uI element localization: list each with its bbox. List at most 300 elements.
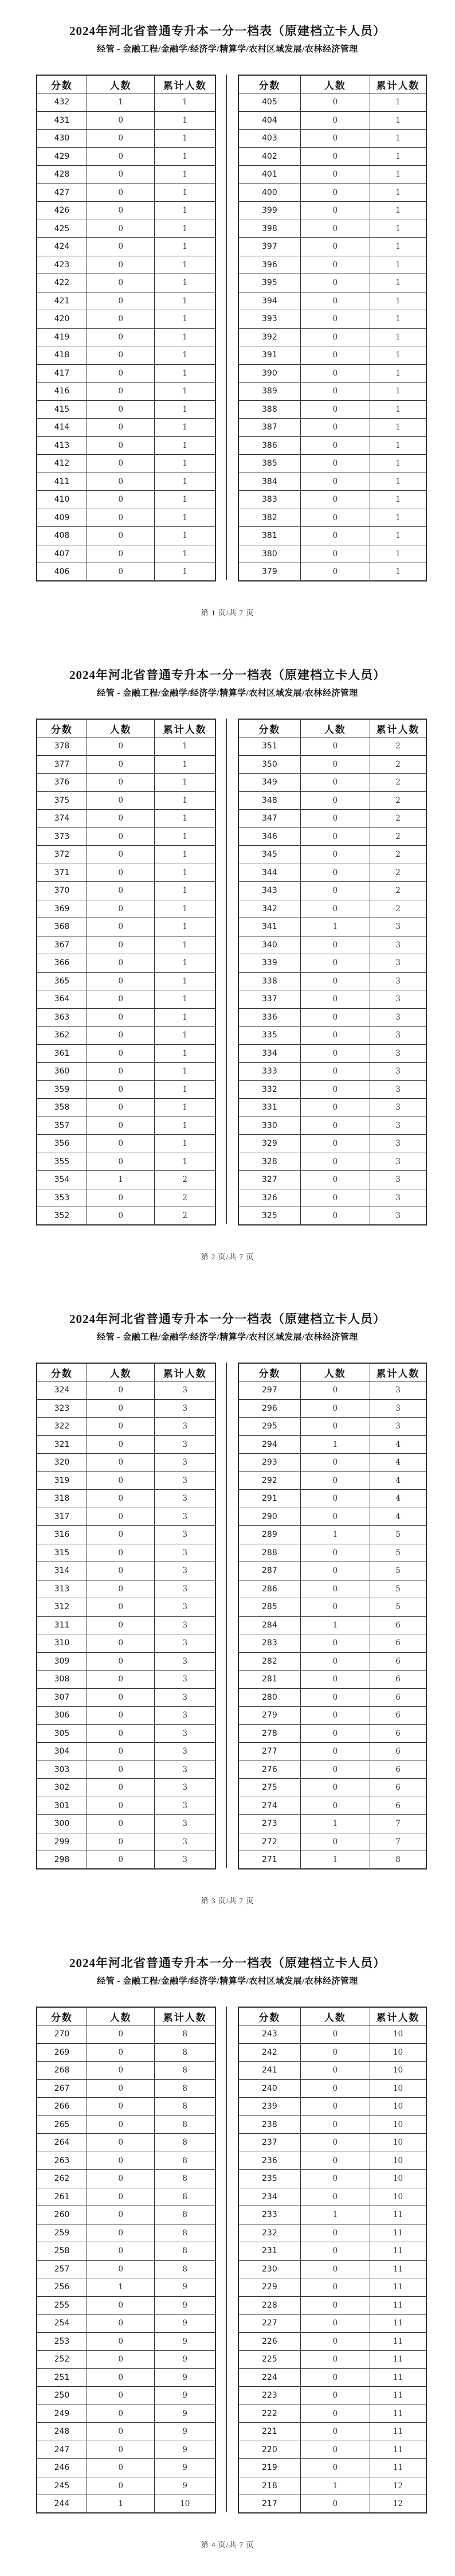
cumulative-cell: 5 bbox=[370, 1562, 426, 1580]
score-cell: 356 bbox=[37, 1135, 87, 1153]
count-cell: 0 bbox=[87, 147, 155, 166]
header-row bbox=[37, 1363, 215, 1381]
score-cell: 315 bbox=[37, 1544, 87, 1562]
table-row bbox=[37, 1008, 215, 1027]
cumulative-cell: 1 bbox=[155, 954, 215, 973]
score-cell: 306 bbox=[37, 1707, 87, 1725]
score-cell: 339 bbox=[238, 954, 300, 973]
cumulative-cell: 1 bbox=[155, 1135, 215, 1153]
cumulative-cell: 4 bbox=[370, 1472, 426, 1490]
score-cell: 387 bbox=[238, 419, 300, 437]
score-cell: 258 bbox=[37, 2242, 87, 2261]
score-cell: 313 bbox=[37, 1580, 87, 1598]
table-row bbox=[238, 1008, 426, 1027]
cumulative-cell: 3 bbox=[155, 1490, 215, 1508]
score-cell: 241 bbox=[238, 2062, 300, 2080]
cumulative-cell: 1 bbox=[155, 491, 215, 509]
count-cell: 0 bbox=[300, 972, 370, 990]
table-row bbox=[37, 2062, 215, 2080]
score-cell: 240 bbox=[238, 2079, 300, 2098]
table-row bbox=[37, 346, 215, 365]
score-table-right bbox=[238, 719, 427, 1225]
table-row bbox=[238, 1381, 426, 1400]
table-row bbox=[37, 1707, 215, 1725]
cumulative-cell: 1 bbox=[155, 1080, 215, 1099]
count-cell: 0 bbox=[300, 2459, 370, 2477]
count-cell: 0 bbox=[300, 436, 370, 455]
cumulative-cell: 8 bbox=[155, 2043, 215, 2062]
column-header-count: 人数 bbox=[300, 75, 370, 93]
cumulative-cell: 3 bbox=[370, 918, 426, 936]
cumulative-cell: 3 bbox=[155, 1671, 215, 1689]
table-row bbox=[37, 972, 215, 990]
table-row bbox=[37, 1063, 215, 1081]
count-cell: 0 bbox=[300, 1779, 370, 1797]
table-row bbox=[238, 864, 426, 882]
column-header-cumulative: 累计人数 bbox=[370, 2007, 426, 2025]
score-cell: 248 bbox=[37, 2423, 87, 2441]
cumulative-cell: 3 bbox=[155, 1616, 215, 1634]
table-row bbox=[238, 954, 426, 973]
table-row bbox=[37, 1671, 215, 1689]
page-subtitle: 经管 - 金融工程/金融学/经济学/精算学/农村区域发展/农林经济管理 bbox=[97, 689, 358, 698]
cumulative-cell: 1 bbox=[155, 810, 215, 828]
cumulative-cell: 1 bbox=[155, 972, 215, 990]
count-cell: 0 bbox=[87, 2405, 155, 2423]
count-cell: 0 bbox=[87, 936, 155, 954]
table-row bbox=[37, 1099, 215, 1117]
score-cell: 307 bbox=[37, 1688, 87, 1707]
cumulative-cell: 10 bbox=[155, 2495, 215, 2513]
cumulative-cell: 6 bbox=[370, 1652, 426, 1671]
table-row bbox=[238, 1562, 426, 1580]
cumulative-cell: 8 bbox=[155, 2134, 215, 2152]
cumulative-cell: 1 bbox=[370, 527, 426, 545]
table-divider bbox=[226, 1363, 227, 1868]
cumulative-cell: 9 bbox=[155, 2405, 215, 2423]
column-header-score: 分数 bbox=[238, 719, 300, 737]
count-cell: 0 bbox=[300, 2387, 370, 2405]
count-cell: 0 bbox=[87, 882, 155, 900]
score-cell: 236 bbox=[238, 2152, 300, 2170]
score-cell: 414 bbox=[37, 419, 87, 437]
cumulative-cell: 10 bbox=[370, 2098, 426, 2116]
table-row bbox=[238, 256, 426, 274]
cumulative-cell: 2 bbox=[370, 737, 426, 756]
score-cell: 239 bbox=[238, 2098, 300, 2116]
table-row bbox=[238, 346, 426, 365]
count-cell: 0 bbox=[87, 1598, 155, 1617]
cumulative-cell: 11 bbox=[370, 2206, 426, 2224]
count-cell: 0 bbox=[300, 1135, 370, 1153]
count-cell: 0 bbox=[300, 310, 370, 329]
table-row bbox=[238, 545, 426, 563]
score-cell: 341 bbox=[238, 918, 300, 936]
table-row bbox=[37, 1743, 215, 1761]
score-cell: 405 bbox=[238, 93, 300, 112]
table-row bbox=[37, 1688, 215, 1707]
table-row bbox=[238, 328, 426, 346]
table-row bbox=[238, 2098, 426, 2116]
count-cell: 0 bbox=[300, 1008, 370, 1027]
count-cell: 0 bbox=[87, 2260, 155, 2278]
table-row bbox=[37, 1616, 215, 1634]
score-cell: 412 bbox=[37, 455, 87, 473]
score-cell: 342 bbox=[238, 900, 300, 918]
cumulative-cell: 3 bbox=[370, 1080, 426, 1099]
score-cell: 283 bbox=[238, 1634, 300, 1653]
cumulative-cell: 3 bbox=[370, 1027, 426, 1045]
score-cell: 234 bbox=[238, 2188, 300, 2206]
table-row bbox=[238, 184, 426, 202]
table-row bbox=[238, 2332, 426, 2351]
score-cell: 267 bbox=[37, 2079, 87, 2098]
count-cell: 0 bbox=[300, 1490, 370, 1508]
column-header-count: 人数 bbox=[300, 719, 370, 737]
score-cell: 237 bbox=[238, 2134, 300, 2152]
cumulative-cell: 8 bbox=[155, 2206, 215, 2224]
score-cell: 384 bbox=[238, 473, 300, 491]
cumulative-cell: 1 bbox=[370, 563, 426, 581]
table-row bbox=[37, 1153, 215, 1171]
cumulative-cell: 9 bbox=[155, 2441, 215, 2459]
cumulative-cell: 1 bbox=[155, 292, 215, 310]
score-cell: 402 bbox=[238, 147, 300, 166]
cumulative-cell: 8 bbox=[155, 2025, 215, 2044]
score-cell: 366 bbox=[37, 954, 87, 973]
score-cell: 396 bbox=[238, 256, 300, 274]
score-cell: 369 bbox=[37, 900, 87, 918]
column-header-count: 人数 bbox=[87, 719, 155, 737]
score-cell: 373 bbox=[37, 828, 87, 846]
score-cell: 377 bbox=[37, 755, 87, 774]
count-cell: 0 bbox=[87, 328, 155, 346]
cumulative-cell: 9 bbox=[155, 2368, 215, 2387]
score-cell: 378 bbox=[37, 737, 87, 756]
count-cell: 0 bbox=[87, 737, 155, 756]
count-cell: 0 bbox=[87, 828, 155, 846]
header-row bbox=[37, 75, 215, 93]
table-row bbox=[37, 1135, 215, 1153]
cumulative-cell: 6 bbox=[370, 1743, 426, 1761]
cumulative-cell: 1 bbox=[155, 455, 215, 473]
page-2 bbox=[0, 644, 455, 1288]
score-cell: 409 bbox=[37, 509, 87, 527]
score-cell: 430 bbox=[37, 130, 87, 148]
cumulative-cell: 8 bbox=[155, 2116, 215, 2134]
page-title: 2024年河北省普通专升本一分一档表（原建档立卡人员） bbox=[69, 24, 386, 38]
table-row bbox=[238, 2224, 426, 2242]
table-row bbox=[37, 810, 215, 828]
count-cell: 0 bbox=[300, 791, 370, 810]
table-row bbox=[37, 2495, 215, 2513]
cumulative-cell: 3 bbox=[370, 1008, 426, 1027]
cumulative-cell: 1 bbox=[370, 184, 426, 202]
score-cell: 343 bbox=[238, 882, 300, 900]
cumulative-cell: 4 bbox=[370, 1435, 426, 1454]
cumulative-cell: 1 bbox=[155, 936, 215, 954]
count-cell: 0 bbox=[300, 1544, 370, 1562]
table-row bbox=[37, 2260, 215, 2278]
count-cell: 0 bbox=[300, 1153, 370, 1171]
score-cell: 304 bbox=[37, 1743, 87, 1761]
table-row bbox=[37, 2224, 215, 2242]
count-cell: 0 bbox=[87, 1616, 155, 1634]
count-cell: 0 bbox=[87, 563, 155, 581]
table-row bbox=[238, 455, 426, 473]
cumulative-cell: 8 bbox=[155, 2152, 215, 2170]
score-cell: 415 bbox=[37, 400, 87, 419]
count-cell: 0 bbox=[87, 383, 155, 401]
cumulative-cell: 9 bbox=[155, 2459, 215, 2477]
table-row bbox=[37, 2170, 215, 2188]
cumulative-cell: 1 bbox=[370, 400, 426, 419]
cumulative-cell: 1 bbox=[370, 292, 426, 310]
table-row bbox=[37, 900, 215, 918]
cumulative-cell: 3 bbox=[370, 1399, 426, 1418]
count-cell: 0 bbox=[87, 346, 155, 365]
table-row bbox=[37, 93, 215, 112]
cumulative-cell: 4 bbox=[370, 1490, 426, 1508]
cumulative-cell: 2 bbox=[155, 1207, 215, 1225]
cumulative-cell: 1 bbox=[155, 1008, 215, 1027]
score-cell: 350 bbox=[238, 755, 300, 774]
column-header-score: 分数 bbox=[37, 75, 87, 93]
table-row bbox=[238, 1027, 426, 1045]
count-cell: 0 bbox=[300, 2368, 370, 2387]
score-cell: 390 bbox=[238, 364, 300, 383]
count-cell: 0 bbox=[300, 1080, 370, 1099]
cumulative-cell: 11 bbox=[370, 2224, 426, 2242]
cumulative-cell: 3 bbox=[155, 1707, 215, 1725]
table-row bbox=[238, 1634, 426, 1653]
table-row bbox=[238, 2242, 426, 2261]
table-row bbox=[238, 1171, 426, 1189]
score-cell: 423 bbox=[37, 256, 87, 274]
score-cell: 400 bbox=[238, 184, 300, 202]
cumulative-cell: 1 bbox=[155, 473, 215, 491]
score-cell: 344 bbox=[238, 864, 300, 882]
table-row bbox=[238, 2152, 426, 2170]
table-row bbox=[37, 1562, 215, 1580]
count-cell: 0 bbox=[300, 383, 370, 401]
table-row bbox=[238, 2260, 426, 2278]
cumulative-cell: 1 bbox=[370, 130, 426, 148]
count-cell: 0 bbox=[87, 1797, 155, 1815]
count-cell: 0 bbox=[87, 364, 155, 383]
score-cell: 223 bbox=[238, 2387, 300, 2405]
table-row bbox=[238, 130, 426, 148]
score-cell: 265 bbox=[37, 2116, 87, 2134]
column-header-score: 分数 bbox=[238, 1363, 300, 1381]
score-cell: 300 bbox=[37, 1815, 87, 1833]
score-cell: 417 bbox=[37, 364, 87, 383]
table-row bbox=[238, 419, 426, 437]
table-row bbox=[37, 2188, 215, 2206]
table-row bbox=[37, 990, 215, 1009]
count-cell: 0 bbox=[300, 1724, 370, 1743]
score-cell: 331 bbox=[238, 1099, 300, 1117]
cumulative-cell: 1 bbox=[155, 1027, 215, 1045]
cumulative-cell: 10 bbox=[370, 2043, 426, 2062]
score-cell: 297 bbox=[238, 1381, 300, 1400]
count-cell: 0 bbox=[87, 1008, 155, 1027]
table-row bbox=[37, 954, 215, 973]
table-row bbox=[238, 436, 426, 455]
cumulative-cell: 11 bbox=[370, 2260, 426, 2278]
score-cell: 314 bbox=[37, 1562, 87, 1580]
count-cell: 0 bbox=[300, 2315, 370, 2333]
count-cell: 0 bbox=[87, 2296, 155, 2315]
cumulative-cell: 1 bbox=[155, 256, 215, 274]
score-cell: 279 bbox=[238, 1707, 300, 1725]
count-cell: 0 bbox=[87, 2098, 155, 2116]
score-table-left bbox=[36, 1363, 216, 1869]
table-row bbox=[37, 2459, 215, 2477]
score-cell: 359 bbox=[37, 1080, 87, 1099]
score-cell: 367 bbox=[37, 936, 87, 954]
cumulative-cell: 9 bbox=[155, 2423, 215, 2441]
score-cell: 319 bbox=[37, 1472, 87, 1490]
cumulative-cell: 1 bbox=[155, 527, 215, 545]
page-subtitle: 经管 - 金融工程/金融学/经济学/精算学/农村区域发展/农林经济管理 bbox=[97, 1333, 358, 1342]
cumulative-cell: 3 bbox=[370, 1381, 426, 1400]
cumulative-cell: 1 bbox=[155, 509, 215, 527]
count-cell: 0 bbox=[87, 2459, 155, 2477]
table-row bbox=[238, 220, 426, 238]
table-row bbox=[238, 292, 426, 310]
column-header-score: 分数 bbox=[37, 719, 87, 737]
count-cell: 0 bbox=[300, 166, 370, 184]
cumulative-cell: 3 bbox=[155, 1472, 215, 1490]
score-cell: 229 bbox=[238, 2278, 300, 2297]
score-table-left bbox=[36, 2007, 216, 2513]
table-row bbox=[238, 1454, 426, 1472]
score-cell: 326 bbox=[238, 1189, 300, 1207]
score-cell: 389 bbox=[238, 383, 300, 401]
table-row bbox=[238, 2079, 426, 2098]
cumulative-cell: 11 bbox=[370, 2387, 426, 2405]
table-row bbox=[37, 1435, 215, 1454]
table-row bbox=[37, 2423, 215, 2441]
cumulative-cell: 8 bbox=[370, 1851, 426, 1869]
score-cell: 325 bbox=[238, 1207, 300, 1225]
count-cell: 0 bbox=[87, 2079, 155, 2098]
count-cell: 0 bbox=[87, 1707, 155, 1725]
table-row bbox=[37, 220, 215, 238]
count-cell: 0 bbox=[87, 2116, 155, 2134]
table-row bbox=[37, 2152, 215, 2170]
score-cell: 232 bbox=[238, 2224, 300, 2242]
table-row bbox=[37, 563, 215, 581]
cumulative-cell: 1 bbox=[370, 202, 426, 220]
table-row bbox=[37, 1580, 215, 1598]
score-cell: 247 bbox=[37, 2441, 87, 2459]
header-row bbox=[37, 719, 215, 737]
count-cell: 0 bbox=[87, 2351, 155, 2369]
score-cell: 218 bbox=[238, 2477, 300, 2495]
table-row bbox=[37, 1815, 215, 1833]
cumulative-cell: 3 bbox=[155, 1797, 215, 1815]
score-cell: 421 bbox=[37, 292, 87, 310]
page-title: 2024年河北省普通专升本一分一档表（原建档立卡人员） bbox=[69, 1956, 386, 1970]
score-cell: 418 bbox=[37, 346, 87, 365]
count-cell: 0 bbox=[87, 130, 155, 148]
score-cell: 407 bbox=[37, 545, 87, 563]
score-cell: 364 bbox=[37, 990, 87, 1009]
count-cell: 1 bbox=[300, 2477, 370, 2495]
cumulative-cell: 3 bbox=[155, 1851, 215, 1869]
count-cell: 0 bbox=[300, 2242, 370, 2261]
count-cell: 0 bbox=[300, 810, 370, 828]
table-row bbox=[37, 2387, 215, 2405]
count-cell: 0 bbox=[300, 1454, 370, 1472]
count-cell: 0 bbox=[87, 2387, 155, 2405]
table-row bbox=[37, 419, 215, 437]
score-cell: 226 bbox=[238, 2332, 300, 2351]
count-cell: 0 bbox=[300, 1171, 370, 1189]
score-cell: 261 bbox=[37, 2188, 87, 2206]
table-row bbox=[37, 2025, 215, 2044]
page-3 bbox=[0, 1288, 455, 1932]
page-footer: 第 1 页/共 7 页 bbox=[201, 608, 254, 617]
count-cell: 0 bbox=[300, 2170, 370, 2188]
count-cell: 0 bbox=[300, 147, 370, 166]
cumulative-cell: 3 bbox=[370, 954, 426, 973]
count-cell: 0 bbox=[300, 2278, 370, 2297]
count-cell: 0 bbox=[300, 1688, 370, 1707]
count-cell: 0 bbox=[300, 2224, 370, 2242]
cumulative-cell: 3 bbox=[370, 972, 426, 990]
table-row bbox=[238, 810, 426, 828]
cumulative-cell: 10 bbox=[370, 2025, 426, 2044]
score-cell: 348 bbox=[238, 791, 300, 810]
cumulative-cell: 2 bbox=[370, 774, 426, 792]
cumulative-cell: 5 bbox=[370, 1580, 426, 1598]
cumulative-cell: 11 bbox=[370, 2242, 426, 2261]
table-row bbox=[37, 292, 215, 310]
score-cell: 302 bbox=[37, 1779, 87, 1797]
cumulative-cell: 1 bbox=[370, 166, 426, 184]
count-cell: 0 bbox=[300, 473, 370, 491]
cumulative-cell: 10 bbox=[370, 2188, 426, 2206]
table-row bbox=[238, 1851, 426, 1869]
table-row bbox=[37, 1381, 215, 1400]
table-row bbox=[37, 1833, 215, 1851]
table-row bbox=[238, 2477, 426, 2495]
cumulative-cell: 1 bbox=[155, 900, 215, 918]
table-divider bbox=[226, 2007, 227, 2512]
table-row bbox=[37, 737, 215, 756]
count-cell: 1 bbox=[87, 1171, 155, 1189]
column-header-cumulative: 累计人数 bbox=[155, 719, 215, 737]
cumulative-cell: 1 bbox=[370, 93, 426, 112]
cumulative-cell: 1 bbox=[370, 238, 426, 256]
table-row bbox=[37, 1779, 215, 1797]
cumulative-cell: 2 bbox=[370, 882, 426, 900]
score-cell: 262 bbox=[37, 2170, 87, 2188]
score-cell: 375 bbox=[37, 791, 87, 810]
count-cell: 0 bbox=[87, 2242, 155, 2261]
count-cell: 0 bbox=[300, 864, 370, 882]
score-cell: 399 bbox=[238, 202, 300, 220]
cumulative-cell: 1 bbox=[370, 364, 426, 383]
table-row bbox=[238, 1063, 426, 1081]
count-cell: 1 bbox=[300, 1435, 370, 1454]
table-row bbox=[238, 2495, 426, 2513]
score-cell: 277 bbox=[238, 1743, 300, 1761]
count-cell: 0 bbox=[300, 220, 370, 238]
